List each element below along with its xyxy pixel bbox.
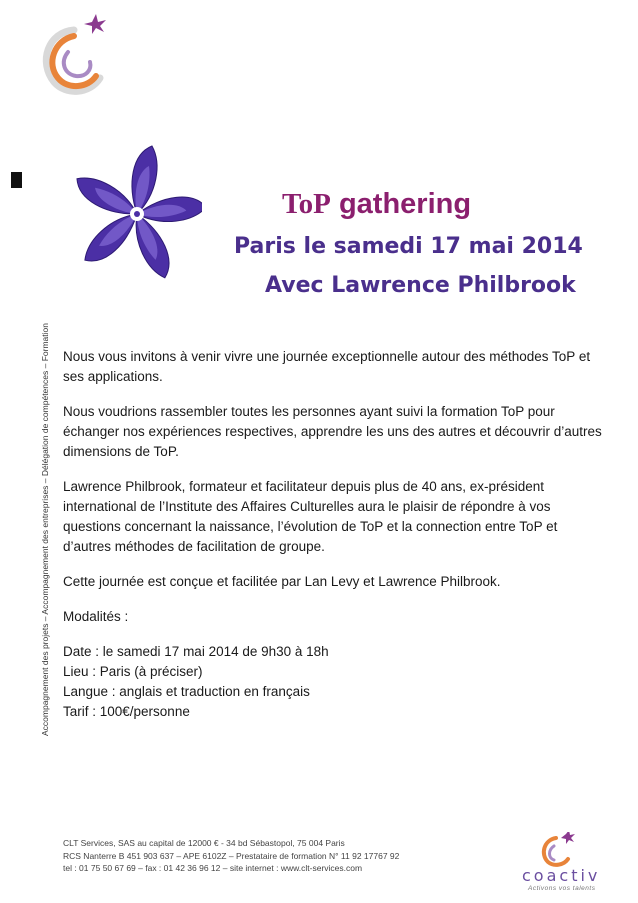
- company-logo: [34, 12, 110, 102]
- paragraph: Nous voudrions rassembler toutes les personnes ayant suivi la formation ToP pour échanger nos expériences respectives, apprendre les uns des autres et découvrir d’autres dimensions de ToP.: [63, 404, 602, 459]
- event-speaker-subtitle: Avec Lawrence Philbrook: [265, 273, 576, 298]
- footer-line: RCS Nanterre B 451 903 637 – APE 6102Z – Prestataire de formation N° 11 92 17767 92: [63, 850, 400, 861]
- coactiv-brand-name: coactiv: [522, 866, 601, 885]
- title-gathering: gathering: [338, 188, 472, 220]
- paragraph: Lawrence Philbrook, formateur et facilitateur depuis plus de 40 ans, ex-président international de l’Institute des Affaires Culturelles aura le plaisir de répondre à vos questions concernant la naissance, l’évolution de ToP et la connection entre ToP et d’autres méthodes de facilitation de groupe.: [63, 479, 558, 554]
- page-title: [282, 188, 471, 221]
- detail-price: Tarif : 100€/personne: [63, 704, 190, 719]
- flower-icon: [72, 144, 202, 284]
- detail-location: Lieu : Paris (à préciser): [63, 664, 203, 679]
- side-tagline: Accompagnement des projets – Accompagnement des entreprises – Délégation de compétences – Formation: [40, 323, 50, 736]
- margin-marker: [11, 172, 22, 188]
- detail-date: Date : le samedi 17 mai 2014 de 9h30 à 18h: [63, 644, 329, 659]
- body-content: [63, 347, 608, 722]
- footer-line: CLT Services, SAS au capital de 12000 € - 34 bd Sébastopol, 75 004 Paris: [63, 838, 345, 848]
- footer-line: tel : 01 75 50 67 69 – fax : 01 42 36 96 12 – site internet : www.clt-services.com: [63, 863, 363, 873]
- coactiv-tagline: Activons vos talents: [528, 885, 596, 892]
- paragraph: Nous vous invitons à venir vivre une journée exceptionnelle autour des méthodes ToP et ses applications.: [63, 349, 591, 384]
- paragraph: Modalités :: [63, 609, 129, 624]
- footer: [63, 837, 483, 875]
- event-date-subtitle: Paris le samedi 17 mai 2014: [234, 234, 583, 259]
- detail-language: Langue : anglais et traduction en français: [63, 684, 310, 699]
- paragraph: Cette journée est conçue et facilitée par Lan Levy et Lawrence Philbrook.: [63, 574, 501, 589]
- title-top: ToP: [282, 188, 331, 220]
